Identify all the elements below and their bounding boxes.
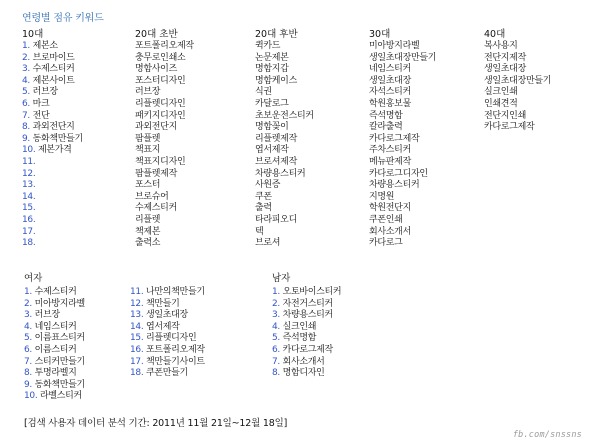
rank-number: 14. (22, 191, 36, 202)
keyword-row (255, 64, 373, 76)
keyword-row (369, 87, 487, 99)
keyword-row (484, 111, 600, 123)
keyword-text: 카다로그디자인 (369, 168, 428, 179)
keyword-text: 나만의책만들기 (145, 287, 205, 297)
rank-number: 12. (22, 168, 36, 179)
keyword-text: 생일초대장 (369, 75, 411, 86)
keyword-row (135, 122, 253, 134)
keyword-row (130, 333, 270, 345)
keyword-text: 출력 (255, 203, 272, 214)
keyword-text: 카다로그제작 (282, 344, 333, 355)
keyword-text: 퀵카드 (255, 41, 281, 51)
keyword-row (484, 87, 600, 99)
keyword-text: 실크인쇄 (484, 87, 518, 98)
rank-number: 8. (24, 368, 32, 379)
keyword-row (255, 76, 373, 88)
keyword-row (255, 111, 373, 123)
keyword-row (369, 76, 487, 88)
keyword-text: 책표지 (135, 145, 161, 156)
keyword-row (135, 203, 253, 215)
keyword-row (369, 99, 487, 111)
keyword-text: 텍 (255, 226, 264, 237)
keyword-text: 생일초대장 (484, 64, 526, 75)
keyword-row (24, 380, 164, 392)
rank-number: 3. (24, 310, 32, 321)
rank-number: 6. (22, 98, 30, 109)
keyword-text: 인쇄견적 (484, 98, 518, 109)
keyword-row (255, 87, 373, 99)
keyword-text: 생일초대장 (145, 310, 188, 321)
rank-number: 7. (22, 110, 30, 121)
keyword-row (484, 53, 600, 65)
keyword-row (255, 99, 373, 111)
keyword-text: 포트폴리오제작 (135, 41, 194, 51)
keyword-row (22, 203, 140, 215)
rank-number: 9. (24, 379, 32, 390)
keyword-row (135, 169, 253, 181)
keyword-text: 학원홍보물 (369, 98, 411, 109)
keyword-text: 브로마이드 (32, 52, 75, 63)
keyword-row (130, 357, 270, 369)
keyword-row (369, 169, 487, 181)
keyword-row (369, 192, 487, 204)
keyword-text: 제본가격 (37, 145, 72, 156)
keyword-row (22, 111, 140, 123)
column-header: 20대 후반 (255, 29, 298, 40)
keyword-row (272, 368, 412, 380)
keyword-row (255, 122, 373, 134)
keyword-text: 제본소 (32, 41, 58, 51)
keyword-row (22, 122, 140, 134)
keyword-text: 타라피오디 (255, 214, 297, 225)
keyword-row (484, 76, 600, 88)
keyword-text: 동화책만들기 (34, 379, 85, 390)
keyword-text: 명함사이즈 (135, 64, 177, 75)
rank-number: 6. (272, 344, 280, 355)
keyword-row (272, 357, 412, 369)
keyword-text: 주차스티커 (369, 145, 411, 156)
keyword-text: 지명원 (369, 191, 395, 202)
rank-number: 18. (130, 368, 144, 379)
keyword-row (130, 310, 270, 322)
keyword-text: 메뉴판제작 (369, 156, 411, 167)
keyword-row (130, 368, 270, 380)
keyword-row (22, 41, 140, 53)
rank-number: 16. (22, 214, 36, 225)
keyword-text: 명함꽂이 (255, 122, 289, 133)
keyword-row (255, 215, 373, 227)
keyword-text: 명함케이스 (255, 75, 297, 86)
keyword-text: 즉석명함 (369, 110, 403, 121)
keyword-row (22, 53, 140, 65)
keyword-row (135, 157, 253, 169)
rank-number: 8. (22, 122, 30, 133)
keyword-row (255, 145, 373, 157)
keyword-row (22, 76, 140, 88)
keyword-text: 자전거스티커 (282, 298, 333, 309)
keyword-row (255, 134, 373, 146)
rank-number: 16. (130, 344, 144, 355)
keyword-row (272, 310, 412, 322)
analysis-period-note: [검색 사용자 데이터 분석 기간: 2011년 11월 21일~12월 18일] (24, 418, 288, 429)
keyword-text: 카달로그 (255, 98, 289, 109)
keyword-text: 이름스티커 (34, 344, 77, 355)
rank-number: 2. (272, 298, 280, 309)
keyword-row (255, 169, 373, 181)
keyword-row (22, 134, 140, 146)
keyword-row (369, 41, 487, 53)
keyword-text: 회사소개서 (282, 356, 325, 367)
keyword-row (135, 227, 253, 239)
keyword-text: 브로셔 (255, 238, 281, 249)
keyword-row (22, 227, 140, 239)
keyword-text: 생일초대장만들기 (369, 52, 437, 63)
keyword-text: 포스터디자인 (135, 75, 186, 86)
keyword-text: 리플렛디자인 (135, 98, 186, 109)
keyword-row (135, 192, 253, 204)
rank-number: 11. (130, 287, 144, 297)
keyword-text: 마크 (32, 98, 50, 109)
keyword-row (135, 87, 253, 99)
rank-number: 17. (22, 226, 36, 237)
column-header: 30대 (369, 29, 391, 40)
keyword-row (135, 215, 253, 227)
rank-number: 14. (130, 321, 144, 332)
keyword-row (130, 345, 270, 357)
rank-number: 18. (22, 238, 36, 249)
keyword-text: 쿠폰인쇄 (369, 214, 403, 225)
keyword-text: 제본사이트 (32, 75, 75, 86)
keyword-text: 패키지디자인 (135, 110, 186, 121)
keyword-row (24, 391, 164, 403)
keyword-row (135, 76, 253, 88)
column-header: 여자 (24, 273, 43, 284)
keyword-text: 책만들기사이트 (145, 356, 205, 367)
keyword-row (369, 53, 487, 65)
keyword-row (22, 99, 140, 111)
keyword-row (369, 157, 487, 169)
keyword-row (22, 64, 140, 76)
rank-number: 4. (24, 321, 32, 332)
keyword-text: 스티커만들기 (34, 356, 85, 367)
keyword-text: 팜플렛제작 (135, 168, 177, 179)
keyword-row (135, 53, 253, 65)
keyword-text: 즉석명함 (282, 333, 317, 344)
rank-number: 17. (130, 356, 144, 367)
keyword-row (130, 287, 270, 299)
keyword-row (255, 53, 373, 65)
keyword-row (135, 111, 253, 123)
keyword-column (130, 272, 270, 380)
keyword-text: 미아방지라벨 (369, 41, 420, 51)
keyword-text: 논문제본 (255, 52, 289, 63)
keyword-row (135, 64, 253, 76)
rank-number: 10. (24, 391, 38, 402)
keyword-row (255, 192, 373, 204)
rank-number: 2. (24, 298, 32, 309)
rank-number: 6. (24, 344, 32, 355)
keyword-column (272, 272, 412, 380)
column-header: 40대 (484, 29, 506, 40)
keyword-row (22, 192, 140, 204)
keyword-row (272, 322, 412, 334)
rank-number: 12. (130, 298, 144, 309)
keyword-text: 전단 (32, 110, 50, 121)
rank-number: 5. (272, 333, 280, 344)
keyword-text: 네임스티커 (34, 321, 77, 332)
keyword-text: 러브장 (135, 87, 161, 98)
keyword-text: 책제본 (135, 226, 161, 237)
keyword-row (369, 227, 487, 239)
column-header: 남자 (272, 273, 291, 284)
keyword-text: 명함디자인 (282, 368, 325, 379)
keyword-text: 사원증 (255, 180, 281, 191)
keyword-row (135, 180, 253, 192)
keyword-text: 생일초대장만들기 (484, 75, 552, 86)
rank-number: 4. (272, 321, 280, 332)
keyword-row (369, 238, 487, 250)
keyword-row (135, 41, 253, 53)
keyword-text: 차량용스티커 (282, 310, 333, 321)
rank-number: 8. (272, 368, 280, 379)
keyword-text: 미아방지라벨 (34, 298, 85, 309)
rank-number: 15. (22, 203, 36, 214)
keyword-row (135, 134, 253, 146)
keyword-row (22, 169, 140, 181)
keyword-text: 전단지제작 (484, 52, 526, 63)
keyword-text: 오토바이스티커 (282, 287, 342, 297)
keyword-text: 브로슈어 (135, 191, 169, 202)
keyword-row (22, 238, 140, 250)
keyword-row (130, 322, 270, 334)
keyword-row (22, 180, 140, 192)
column-header: 10대 (22, 29, 44, 40)
rank-number: 1. (24, 287, 32, 297)
keyword-text: 전단지인쇄 (484, 110, 526, 121)
keyword-text: 러브장 (34, 310, 60, 321)
keyword-text: 리플렛제작 (255, 133, 297, 144)
rank-number: 3. (22, 64, 30, 75)
keyword-row (484, 41, 600, 53)
keyword-row (255, 41, 373, 53)
keyword-row (369, 145, 487, 157)
keyword-row (369, 203, 487, 215)
keyword-text: 라벨스티커 (39, 391, 82, 402)
keyword-text: 명함지갑 (255, 64, 289, 75)
keyword-row (369, 180, 487, 192)
column-header (130, 272, 270, 285)
rank-number: 2. (22, 52, 30, 63)
keyword-text: 수제스티커 (34, 287, 77, 297)
keyword-column (22, 28, 140, 250)
keyword-row (135, 99, 253, 111)
rank-number: 1. (22, 41, 30, 51)
keyword-text: 출력소 (135, 238, 161, 249)
rank-number: 13. (22, 180, 36, 191)
keyword-text: 자석스티커 (369, 87, 411, 98)
keyword-text: 실크인쇄 (282, 321, 317, 332)
keyword-text: 카다로그제작 (369, 133, 420, 144)
rank-number: 4. (22, 75, 30, 86)
rank-number: 5. (24, 333, 32, 344)
keyword-row (484, 99, 600, 111)
keyword-row (135, 238, 253, 250)
keyword-row (272, 299, 412, 311)
keyword-text: 복사용지 (484, 41, 518, 51)
keyword-text: 칼라출력 (369, 122, 403, 133)
source-credit: fb.com/snssns (512, 430, 582, 440)
keyword-text: 쿠폰 (255, 191, 272, 202)
column-header: 20대 초반 (135, 29, 178, 40)
keyword-text: 포트폴리오제작 (145, 344, 205, 355)
keyword-row (22, 145, 140, 157)
rank-number: 10. (22, 145, 36, 156)
rank-number: 13. (130, 310, 144, 321)
keyword-text: 이름표스티커 (34, 333, 85, 344)
keyword-row (255, 203, 373, 215)
keyword-row (369, 64, 487, 76)
keyword-text: 차량용스티커 (255, 168, 306, 179)
page-title: 연령별 점유 키워드 (22, 13, 104, 24)
keyword-text: 카다로그 (369, 238, 403, 249)
keyword-text: 충무로인쇄소 (135, 52, 186, 63)
rank-number: 15. (130, 333, 144, 344)
keyword-text: 책만들기 (145, 298, 180, 309)
keyword-text: 네임스티커 (369, 64, 411, 75)
keyword-text: 엽서제작 (255, 145, 289, 156)
keyword-row (369, 111, 487, 123)
keyword-row (22, 87, 140, 99)
keyword-row (484, 122, 600, 134)
keyword-row (272, 345, 412, 357)
keyword-text: 책표지디자인 (135, 156, 186, 167)
keyword-row (255, 227, 373, 239)
keyword-text: 브로셔제작 (255, 156, 297, 167)
keyword-text: 동화책만들기 (32, 133, 83, 144)
keyword-text: 카다로그제작 (484, 122, 535, 133)
keyword-column (484, 28, 600, 134)
keyword-text: 차량용스티커 (369, 180, 420, 191)
keyword-text: 리플렛 (135, 214, 161, 225)
keyword-text: 식권 (255, 87, 272, 98)
keyword-text: 수제스티커 (32, 64, 75, 75)
keyword-text: 초보운전스티커 (255, 110, 314, 121)
keyword-column (369, 28, 487, 250)
rank-number: 7. (272, 356, 280, 367)
keyword-text: 엽서제작 (145, 321, 180, 332)
rank-number: 11. (22, 156, 36, 167)
rank-number: 1. (272, 287, 280, 297)
keyword-text: 포스터 (135, 180, 161, 191)
rank-number: 7. (24, 356, 32, 367)
keyword-text: 과외전단지 (135, 122, 177, 133)
keyword-text: 회사소개서 (369, 226, 411, 237)
keyword-row (135, 145, 253, 157)
keyword-text: 과외전단지 (32, 122, 75, 133)
keyword-column (135, 28, 253, 250)
keyword-text: 수제스티커 (135, 203, 177, 214)
keyword-text: 러브장 (32, 87, 58, 98)
rank-number: 5. (22, 87, 30, 98)
keyword-row (272, 287, 412, 299)
rank-number: 9. (22, 133, 30, 144)
keyword-row (22, 157, 140, 169)
keyword-text: 학원전단지 (369, 203, 411, 214)
keyword-row (255, 180, 373, 192)
keyword-text: 팜플렛 (135, 133, 161, 144)
keyword-row (369, 134, 487, 146)
keyword-row (255, 238, 373, 250)
keyword-row (255, 157, 373, 169)
keyword-text: 리플렛디자인 (145, 333, 197, 344)
rank-number: 3. (272, 310, 280, 321)
keyword-text: 쿠폰만들기 (145, 368, 188, 379)
keyword-row (130, 299, 270, 311)
keyword-row (272, 333, 412, 345)
keyword-row (22, 215, 140, 227)
keyword-row (484, 64, 600, 76)
keyword-row (369, 122, 487, 134)
keyword-row (369, 215, 487, 227)
keyword-text: 투명라벨지 (34, 368, 77, 379)
keyword-column (255, 28, 373, 250)
